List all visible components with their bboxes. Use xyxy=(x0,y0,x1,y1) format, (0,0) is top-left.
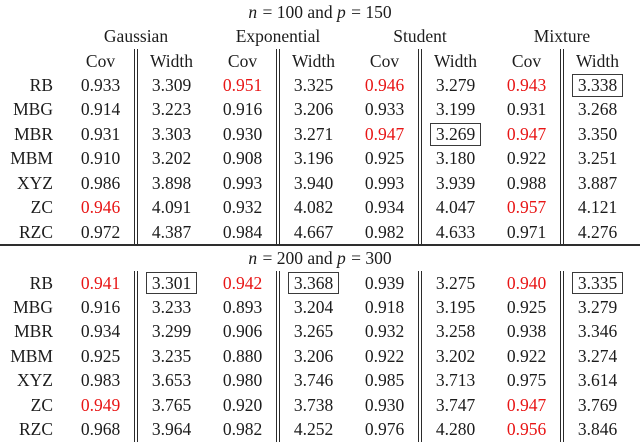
data-cell xyxy=(349,344,420,368)
data-cell xyxy=(420,393,491,417)
data-value: 0.922 xyxy=(364,345,405,366)
data-value: 4.252 xyxy=(293,419,334,440)
data-cell xyxy=(278,320,349,344)
data-value: 3.303 xyxy=(151,123,192,144)
data-cell xyxy=(65,344,136,368)
data-cell xyxy=(491,122,562,146)
data-value: 4.387 xyxy=(151,221,192,242)
data-cell xyxy=(420,344,491,368)
corner-cell xyxy=(7,49,65,73)
data-cell xyxy=(65,73,136,97)
data-cell xyxy=(491,344,562,368)
data-value: 3.299 xyxy=(151,321,192,342)
data-cell xyxy=(136,369,207,393)
data-cell xyxy=(349,220,420,244)
data-value: 4.667 xyxy=(293,221,334,242)
data-cell xyxy=(136,417,207,441)
data-cell xyxy=(136,73,207,97)
boxed-value: 3.269 xyxy=(430,123,480,146)
data-value: 0.922 xyxy=(506,345,547,366)
data-cell xyxy=(65,122,136,146)
row-label: RB xyxy=(29,75,53,96)
data-value: 0.972 xyxy=(80,221,121,242)
data-value: 3.206 xyxy=(293,99,334,120)
data-cell xyxy=(136,196,207,220)
data-cell xyxy=(65,196,136,220)
data-value: 0.925 xyxy=(364,148,405,169)
data-value: 0.918 xyxy=(364,296,405,317)
title-segment: n xyxy=(248,248,258,269)
data-value: 3.898 xyxy=(151,172,192,193)
data-cell xyxy=(278,147,349,171)
data-value: 0.925 xyxy=(80,345,121,366)
data-value: 3.939 xyxy=(435,172,476,193)
data-value: 0.943 xyxy=(506,75,547,96)
data-cell xyxy=(278,220,349,244)
data-value: 0.930 xyxy=(364,394,405,415)
data-value: 3.769 xyxy=(577,394,618,415)
data-cell xyxy=(207,369,278,393)
data-value: 0.983 xyxy=(80,370,121,391)
data-value: 0.942 xyxy=(222,272,263,293)
boxed-value: 3.368 xyxy=(288,272,338,295)
data-cell xyxy=(349,320,420,344)
data-cell xyxy=(136,122,207,146)
group-header: Exponential xyxy=(235,26,321,47)
data-value: 4.091 xyxy=(151,197,192,218)
row-label: MBG xyxy=(13,99,53,120)
data-cell xyxy=(207,98,278,122)
data-cell xyxy=(562,295,633,319)
data-value: 0.933 xyxy=(364,99,405,120)
group-header: Mixture xyxy=(533,26,591,47)
data-cell xyxy=(136,320,207,344)
row-label: MBR xyxy=(14,123,53,144)
data-cell xyxy=(136,393,207,417)
row-label: MBR xyxy=(14,321,53,342)
row-label: MBM xyxy=(10,148,53,169)
section-title xyxy=(7,0,633,24)
data-value: 0.931 xyxy=(80,123,121,144)
data-value: 3.940 xyxy=(293,172,334,193)
data-cell xyxy=(65,393,136,417)
data-cell xyxy=(420,73,491,97)
data-cell xyxy=(562,171,633,195)
col-header: Width xyxy=(136,49,207,73)
data-cell xyxy=(207,122,278,146)
col-header: Cov xyxy=(369,50,400,71)
data-cell xyxy=(278,344,349,368)
row-label: ZC xyxy=(30,394,53,415)
data-cell xyxy=(491,171,562,195)
data-value: 3.746 xyxy=(293,370,334,391)
data-value: 3.196 xyxy=(293,148,334,169)
data-cell xyxy=(349,196,420,220)
data-value: 0.906 xyxy=(222,321,263,342)
data-cell xyxy=(562,271,633,295)
data-value: 0.893 xyxy=(222,296,263,317)
data-cell xyxy=(562,369,633,393)
data-cell xyxy=(207,147,278,171)
data-cell xyxy=(349,417,420,441)
data-cell xyxy=(65,369,136,393)
data-value: 0.931 xyxy=(506,99,547,120)
data-cell xyxy=(420,196,491,220)
data-cell xyxy=(207,295,278,319)
data-cell xyxy=(207,220,278,244)
data-value: 0.947 xyxy=(506,123,547,144)
data-value: 0.946 xyxy=(80,197,121,218)
data-value: 0.916 xyxy=(222,99,263,120)
data-value: 3.206 xyxy=(293,345,334,366)
data-cell xyxy=(65,417,136,441)
data-value: 0.933 xyxy=(80,75,121,96)
data-value: 3.887 xyxy=(577,172,618,193)
data-cell xyxy=(207,393,278,417)
data-value: 4.121 xyxy=(577,197,618,218)
data-cell xyxy=(420,271,491,295)
data-value: 0.916 xyxy=(80,296,121,317)
data-value: 0.941 xyxy=(80,272,121,293)
data-cell xyxy=(207,417,278,441)
data-value: 3.713 xyxy=(435,370,476,391)
title-segment: n xyxy=(248,2,258,22)
data-value: 0.938 xyxy=(506,321,547,342)
data-cell xyxy=(65,147,136,171)
title-segment: = 150 xyxy=(346,2,392,22)
col-header: Cov xyxy=(511,50,542,71)
title-segment: p xyxy=(337,2,346,22)
row-label: XYZ xyxy=(17,370,53,391)
data-value: 0.947 xyxy=(506,394,547,415)
data-cell xyxy=(491,271,562,295)
data-cell xyxy=(562,122,633,146)
data-cell xyxy=(349,295,420,319)
data-value: 0.949 xyxy=(80,394,121,415)
data-value: 0.940 xyxy=(506,272,547,293)
data-cell xyxy=(420,171,491,195)
data-value: 3.738 xyxy=(293,394,334,415)
data-cell xyxy=(278,171,349,195)
data-value: 0.934 xyxy=(80,321,121,342)
row-label: ZC xyxy=(30,197,53,218)
data-cell xyxy=(278,417,349,441)
data-cell xyxy=(278,196,349,220)
data-value: 3.195 xyxy=(435,296,476,317)
data-cell xyxy=(207,344,278,368)
data-value: 3.202 xyxy=(435,345,476,366)
data-value: 0.951 xyxy=(222,75,263,96)
data-cell xyxy=(278,295,349,319)
data-cell xyxy=(349,369,420,393)
data-cell xyxy=(491,295,562,319)
data-cell xyxy=(207,271,278,295)
data-value: 3.258 xyxy=(435,321,476,342)
data-value: 0.982 xyxy=(222,419,263,440)
data-cell xyxy=(278,393,349,417)
data-value: 3.325 xyxy=(293,75,334,96)
data-cell xyxy=(65,295,136,319)
data-value: 3.275 xyxy=(435,272,476,293)
data-value: 0.976 xyxy=(364,419,405,440)
data-value: 0.930 xyxy=(222,123,263,144)
section-title xyxy=(7,246,633,270)
data-value: 3.223 xyxy=(151,99,192,120)
data-cell xyxy=(136,295,207,319)
data-cell xyxy=(65,271,136,295)
title-segment: = 300 xyxy=(346,248,392,269)
row-label: XYZ xyxy=(17,172,53,193)
data-cell xyxy=(420,122,491,146)
data-value: 3.274 xyxy=(577,345,618,366)
data-value: 3.279 xyxy=(435,75,476,96)
data-value: 0.908 xyxy=(222,148,263,169)
data-value: 0.975 xyxy=(506,370,547,391)
data-value: 0.993 xyxy=(222,172,263,193)
row-label: RZC xyxy=(18,221,53,242)
data-value: 3.233 xyxy=(151,296,192,317)
data-value: 3.346 xyxy=(577,321,618,342)
data-value: 0.982 xyxy=(364,221,405,242)
data-cell xyxy=(349,147,420,171)
data-cell xyxy=(207,320,278,344)
data-cell xyxy=(136,147,207,171)
data-cell xyxy=(562,147,633,171)
data-cell xyxy=(562,344,633,368)
data-cell xyxy=(562,393,633,417)
data-cell xyxy=(349,271,420,295)
data-value: 3.235 xyxy=(151,345,192,366)
data-cell xyxy=(65,98,136,122)
corner-cell xyxy=(7,24,65,48)
data-cell xyxy=(491,417,562,441)
data-cell xyxy=(420,417,491,441)
title-segment: p xyxy=(337,248,346,269)
data-cell xyxy=(65,171,136,195)
boxed-value: 3.338 xyxy=(572,74,622,97)
data-cell xyxy=(278,98,349,122)
data-value: 3.309 xyxy=(151,75,192,96)
data-cell xyxy=(491,220,562,244)
boxed-value: 3.301 xyxy=(146,272,196,295)
data-value: 3.202 xyxy=(151,148,192,169)
data-value: 3.653 xyxy=(151,370,192,391)
data-value: 3.251 xyxy=(577,148,618,169)
row-label: MBG xyxy=(13,296,53,317)
data-value: 3.350 xyxy=(577,123,618,144)
data-value: 0.980 xyxy=(222,370,263,391)
data-value: 3.271 xyxy=(293,123,334,144)
data-cell xyxy=(420,369,491,393)
data-value: 0.984 xyxy=(222,221,263,242)
data-value: 3.964 xyxy=(151,419,192,440)
data-cell xyxy=(207,73,278,97)
data-cell xyxy=(349,122,420,146)
data-value: 0.986 xyxy=(80,172,121,193)
data-cell xyxy=(562,417,633,441)
boxed-value: 3.335 xyxy=(572,272,622,295)
col-header: Cov xyxy=(227,50,258,71)
data-cell xyxy=(420,295,491,319)
data-value: 3.204 xyxy=(293,296,334,317)
data-cell xyxy=(491,320,562,344)
data-cell xyxy=(207,171,278,195)
data-cell xyxy=(491,147,562,171)
col-header: Width xyxy=(562,49,633,73)
title-segment: = 100 and xyxy=(258,2,337,22)
data-value: 0.956 xyxy=(506,419,547,440)
data-value: 0.939 xyxy=(364,272,405,293)
data-value: 0.914 xyxy=(80,99,121,120)
data-cell xyxy=(562,98,633,122)
data-cell xyxy=(349,73,420,97)
data-cell xyxy=(491,98,562,122)
data-cell xyxy=(278,271,349,295)
row-label: RZC xyxy=(18,419,53,440)
data-cell xyxy=(65,220,136,244)
data-cell xyxy=(136,344,207,368)
data-value: 0.934 xyxy=(364,197,405,218)
data-value: 0.910 xyxy=(80,148,121,169)
data-cell xyxy=(491,369,562,393)
data-cell xyxy=(278,73,349,97)
data-value: 0.932 xyxy=(222,197,263,218)
data-cell xyxy=(562,73,633,97)
data-value: 3.614 xyxy=(577,370,618,391)
data-cell xyxy=(420,220,491,244)
title-segment: = 200 and xyxy=(258,248,337,269)
col-header: Width xyxy=(278,49,349,73)
data-value: 3.199 xyxy=(435,99,476,120)
data-cell xyxy=(420,320,491,344)
data-cell xyxy=(491,196,562,220)
data-value: 3.747 xyxy=(435,394,476,415)
data-value: 0.880 xyxy=(222,345,263,366)
data-value: 3.265 xyxy=(293,321,334,342)
data-value: 3.279 xyxy=(577,296,618,317)
data-cell xyxy=(420,147,491,171)
data-value: 0.925 xyxy=(506,296,547,317)
group-header: Gaussian xyxy=(103,26,169,47)
row-label: RB xyxy=(29,272,53,293)
data-value: 4.280 xyxy=(435,419,476,440)
data-value: 4.082 xyxy=(293,197,334,218)
group-header: Student xyxy=(393,26,447,47)
data-cell xyxy=(136,220,207,244)
data-cell xyxy=(278,122,349,146)
data-value: 4.276 xyxy=(577,221,618,242)
data-value: 0.971 xyxy=(506,221,547,242)
data-value: 0.968 xyxy=(80,419,121,440)
data-value: 0.988 xyxy=(506,172,547,193)
row-label: MBM xyxy=(10,345,53,366)
data-value: 4.633 xyxy=(435,221,476,242)
data-cell xyxy=(420,98,491,122)
col-header: Cov xyxy=(85,50,116,71)
data-cell xyxy=(65,320,136,344)
data-value: 3.180 xyxy=(435,148,476,169)
data-cell xyxy=(136,98,207,122)
data-cell xyxy=(562,196,633,220)
data-cell xyxy=(207,196,278,220)
data-cell xyxy=(562,320,633,344)
data-value: 0.920 xyxy=(222,394,263,415)
data-cell xyxy=(349,171,420,195)
data-value: 0.993 xyxy=(364,172,405,193)
data-value: 0.985 xyxy=(364,370,405,391)
data-cell xyxy=(491,393,562,417)
data-cell xyxy=(136,271,207,295)
data-cell xyxy=(349,98,420,122)
data-value: 4.047 xyxy=(435,197,476,218)
data-value: 3.765 xyxy=(151,394,192,415)
data-cell xyxy=(136,171,207,195)
data-value: 3.846 xyxy=(577,419,618,440)
data-value: 0.946 xyxy=(364,75,405,96)
data-value: 3.268 xyxy=(577,99,618,120)
data-cell xyxy=(278,369,349,393)
data-cell xyxy=(349,393,420,417)
data-value: 0.947 xyxy=(364,123,405,144)
col-header: Width xyxy=(420,49,491,73)
data-value: 0.922 xyxy=(506,148,547,169)
data-cell xyxy=(562,220,633,244)
data-value: 0.957 xyxy=(506,197,547,218)
data-cell xyxy=(491,73,562,97)
data-value: 0.932 xyxy=(364,321,405,342)
